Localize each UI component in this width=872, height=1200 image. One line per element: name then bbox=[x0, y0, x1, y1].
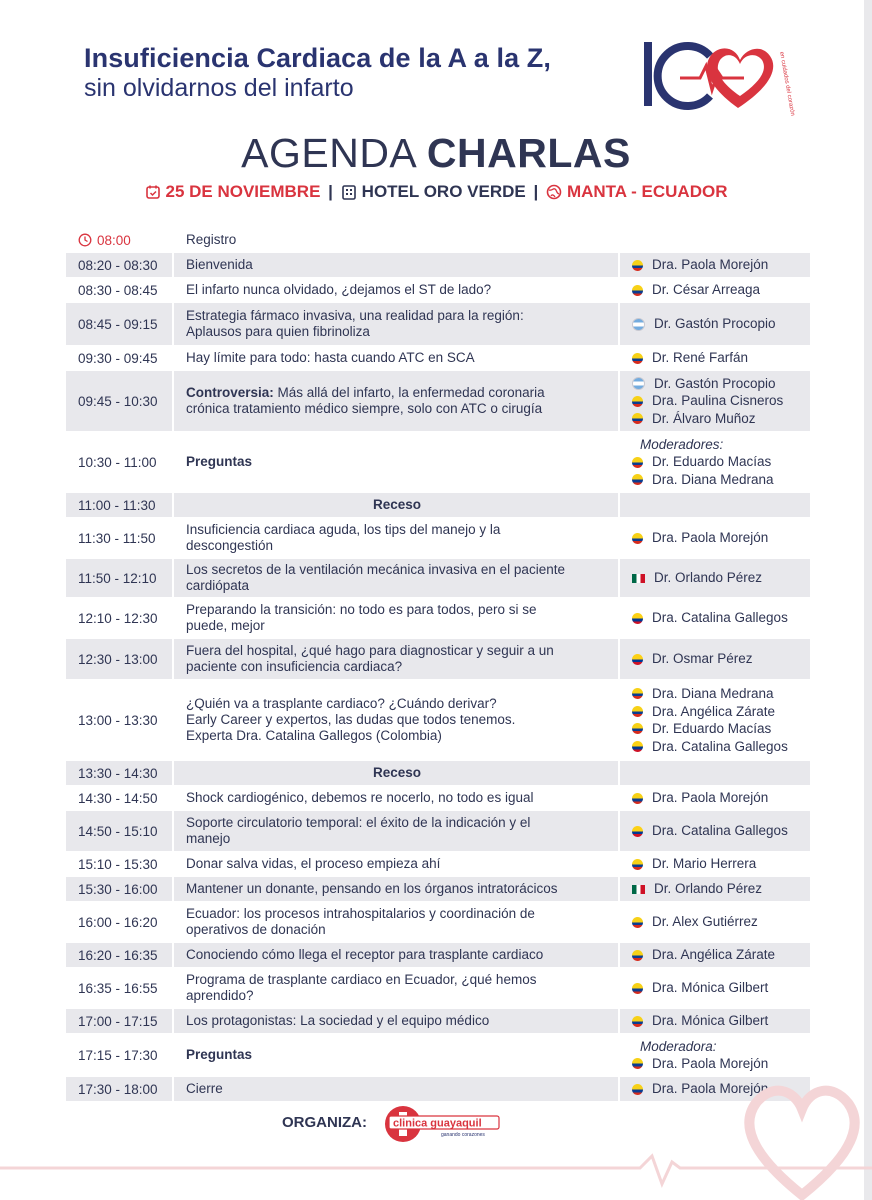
agenda-word: AGENDA bbox=[241, 130, 416, 176]
ecuador-flag-icon bbox=[632, 474, 643, 485]
agenda-row bbox=[66, 852, 810, 877]
session-topic bbox=[174, 303, 620, 345]
session-topic bbox=[174, 371, 620, 431]
speaker bbox=[632, 281, 810, 299]
agenda-row bbox=[66, 559, 810, 598]
session-time bbox=[66, 371, 174, 431]
speaker bbox=[632, 410, 810, 428]
colombia-flag-icon bbox=[632, 826, 643, 837]
topic-line: descongestión bbox=[186, 538, 274, 553]
session-topic bbox=[174, 639, 620, 679]
speaker-name: Dr. Mario Herrera bbox=[652, 856, 757, 872]
time-text: 08:20 - 08:30 bbox=[78, 257, 158, 273]
time-text: 13:30 - 14:30 bbox=[78, 765, 158, 781]
time-text: 08:00 bbox=[97, 232, 131, 248]
topic-line: Mantener un donante, pensando en los órganos intratorácicos bbox=[186, 881, 558, 896]
session-speakers bbox=[620, 902, 810, 942]
session-time bbox=[66, 253, 174, 277]
topic-line: Hay límite para todo: hasta cuando ATC en SCA bbox=[186, 350, 475, 365]
speaker-name: Dr. Eduardo Macías bbox=[652, 721, 772, 736]
topic-line: El infarto nunca olvidado, ¿dejamos el ST de lado? bbox=[186, 282, 492, 297]
topic-line: manejo bbox=[186, 831, 231, 846]
topic-line: Fuera del hospital, ¿qué hago para diagnosticar y seguir a un bbox=[186, 643, 554, 658]
session-topic bbox=[174, 968, 620, 1008]
clock-icon bbox=[78, 233, 92, 247]
event-subtitle: sin olvidarnos del infarto bbox=[84, 74, 354, 102]
session-speakers bbox=[620, 371, 810, 431]
session-speakers bbox=[620, 278, 810, 302]
charlas-word: CHARLAS bbox=[426, 130, 631, 176]
event-details: 25 DE NOVIEMBRE | HOTEL ORO VERDE | MANTA - ECUADOR bbox=[0, 182, 872, 202]
building-icon bbox=[341, 184, 357, 200]
speaker bbox=[632, 315, 810, 333]
session-speakers bbox=[620, 639, 810, 679]
ecuador-flag-icon bbox=[632, 917, 643, 928]
time-text: 09:30 - 09:45 bbox=[78, 350, 158, 366]
speaker bbox=[632, 685, 810, 703]
event-date: 25 DE NOVIEMBRE bbox=[165, 182, 321, 201]
session-topic bbox=[174, 761, 620, 785]
time-text: 15:30 - 16:00 bbox=[78, 881, 158, 897]
speaker-name: Dra. Catalina Gallegos bbox=[652, 823, 788, 839]
organiza-label: ORGANIZA: bbox=[282, 1113, 367, 1131]
globe-icon bbox=[546, 184, 562, 200]
time-text: 17:00 - 17:15 bbox=[78, 1013, 158, 1029]
speaker-name: Dr. Gastón Procopio bbox=[654, 375, 776, 391]
speaker-name: Dra. Diana Medrana bbox=[652, 686, 774, 701]
ecuador-flag-icon bbox=[632, 1084, 643, 1095]
session-topic bbox=[174, 943, 620, 967]
agenda-row bbox=[66, 432, 810, 493]
session-time bbox=[66, 1077, 174, 1101]
speaker-name: Dra. Paola Morejón bbox=[652, 1081, 769, 1097]
time-text: 16:00 - 16:20 bbox=[78, 914, 158, 930]
speaker bbox=[632, 1012, 810, 1030]
speaker-name: Dr. Orlando Pérez bbox=[654, 881, 763, 897]
agenda-row bbox=[66, 253, 810, 278]
ecuador-flag-icon bbox=[632, 457, 643, 468]
topic-line: Los protagonistas: La sociedad y el equipo médico bbox=[186, 1013, 490, 1028]
session-time bbox=[66, 943, 174, 967]
speaker bbox=[632, 375, 810, 393]
session-speakers bbox=[620, 432, 810, 492]
topic-line: Registro bbox=[186, 232, 237, 247]
session-speakers bbox=[620, 786, 810, 810]
session-time bbox=[66, 278, 174, 302]
speaker bbox=[632, 1055, 810, 1073]
speaker-name: Dra. Diana Medrana bbox=[652, 471, 774, 487]
time-text: 10:30 - 11:00 bbox=[78, 454, 157, 470]
topic-line: Aplausos para quien fibrinoliza bbox=[186, 324, 370, 339]
topic-line: Estrategia fármaco invasiva, una realidad para la región: bbox=[186, 308, 524, 323]
session-topic bbox=[174, 346, 620, 370]
agenda-row bbox=[66, 968, 810, 1009]
speaker-name: Dr. Álvaro Muñoz bbox=[652, 410, 756, 426]
speaker-name: Dr. César Arreaga bbox=[652, 282, 761, 298]
argentina-flag-icon bbox=[632, 318, 645, 331]
session-speakers bbox=[620, 346, 810, 370]
session-speakers bbox=[620, 877, 810, 901]
time-text: 11:00 - 11:30 bbox=[78, 497, 156, 513]
topic-line: Donar salva vidas, el proceso empieza ahí bbox=[186, 856, 441, 871]
agenda-row bbox=[66, 877, 810, 902]
topic-line: Conociendo cómo llega el receptor para trasplante cardiaco bbox=[186, 947, 544, 962]
speaker bbox=[632, 979, 810, 997]
clinica-guayaquil-logo bbox=[383, 1098, 503, 1146]
session-topic bbox=[174, 1009, 620, 1033]
time-text: 08:30 - 08:45 bbox=[78, 282, 158, 298]
speaker-name: Dra. Mónica Gilbert bbox=[652, 980, 769, 996]
session-topic bbox=[174, 518, 620, 558]
session-topic bbox=[174, 852, 620, 876]
session-topic bbox=[174, 786, 620, 810]
speaker bbox=[632, 569, 810, 587]
speaker-name: Dra. Mónica Gilbert bbox=[652, 1013, 769, 1029]
topic-line: Cierre bbox=[186, 1081, 223, 1096]
event-city: MANTA - ECUADOR bbox=[566, 182, 728, 201]
ecuador-flag-icon bbox=[632, 706, 643, 717]
ecuador-flag-icon bbox=[632, 396, 643, 407]
topic-line: cardiópata bbox=[186, 578, 250, 593]
session-time bbox=[66, 680, 174, 760]
speaker bbox=[632, 392, 810, 410]
event-title: Insuficiencia Cardiaca de la A a la Z, bbox=[84, 43, 551, 73]
session-speakers bbox=[620, 303, 810, 345]
session-speakers bbox=[620, 253, 810, 277]
session-time bbox=[66, 518, 174, 558]
speaker-name: Dra. Paulina Cisneros bbox=[652, 393, 784, 409]
session-time bbox=[66, 1034, 174, 1076]
speaker bbox=[632, 529, 810, 547]
agenda-row bbox=[66, 680, 810, 761]
mexico-flag-icon bbox=[632, 885, 645, 894]
session-speakers bbox=[620, 761, 810, 785]
agenda-row bbox=[66, 1009, 810, 1034]
topic-line: operativos de donación bbox=[186, 922, 326, 937]
time-text: 11:30 - 11:50 bbox=[78, 530, 156, 546]
event-venue: HOTEL ORO VERDE bbox=[361, 182, 526, 201]
agenda-row bbox=[66, 943, 810, 968]
ecuador-flag-icon bbox=[632, 533, 643, 544]
footer bbox=[282, 1098, 503, 1146]
event-header bbox=[84, 42, 644, 102]
topic-line: Experta Dra. Catalina Gallegos (Colombia) bbox=[186, 728, 442, 743]
session-topic bbox=[174, 680, 620, 760]
speaker-name: Dra. Angélica Zárate bbox=[652, 947, 776, 963]
session-topic bbox=[174, 253, 620, 277]
time-text: 11:50 - 12:10 bbox=[78, 570, 157, 586]
session-speakers bbox=[620, 1009, 810, 1033]
session-topic bbox=[174, 559, 620, 597]
topic-line: Ecuador: los procesos intrahospitalarios y coordinación de bbox=[186, 906, 535, 921]
topic-line: puede, mejor bbox=[186, 618, 265, 633]
topic-line: Insuficiencia cardiaca aguda, los tips del manejo y la bbox=[186, 522, 501, 537]
speaker-name: Dr. Osmar Pérez bbox=[652, 651, 753, 667]
agenda-title bbox=[0, 130, 872, 177]
session-topic bbox=[174, 598, 620, 638]
session-speakers bbox=[620, 598, 810, 638]
speaker bbox=[632, 913, 810, 931]
agenda-row bbox=[66, 902, 810, 943]
topic-lead: Controversia: bbox=[186, 385, 274, 400]
speaker bbox=[632, 822, 810, 840]
speaker-name: Dr. René Farfán bbox=[652, 350, 749, 366]
session-time bbox=[66, 493, 174, 517]
speaker bbox=[632, 946, 810, 964]
session-speakers bbox=[620, 559, 810, 597]
ecuador-flag-icon bbox=[632, 285, 643, 296]
session-topic bbox=[174, 432, 620, 492]
topic-line: paciente con insuficiencia cardiaca? bbox=[186, 659, 403, 674]
speaker-name: Dr. Eduardo Macías bbox=[652, 454, 772, 470]
speaker bbox=[632, 349, 810, 367]
agenda-row bbox=[66, 346, 810, 371]
ecuador-flag-icon bbox=[632, 1058, 643, 1069]
heart-decoration bbox=[732, 1075, 872, 1200]
agenda-row bbox=[66, 493, 810, 518]
agenda-row bbox=[66, 228, 810, 253]
speaker-name: Dra. Catalina Gallegos bbox=[652, 738, 788, 754]
speaker bbox=[632, 880, 810, 898]
session-topic bbox=[174, 493, 620, 517]
topic-line: Soporte circulatorio temporal: el éxito de la indicación y el bbox=[186, 815, 531, 830]
ecuador-flag-icon bbox=[632, 413, 643, 424]
speaker bbox=[632, 855, 810, 873]
ecuador-flag-icon bbox=[632, 1016, 643, 1027]
ic-logo bbox=[640, 38, 796, 117]
session-speakers bbox=[620, 228, 810, 252]
topic-line: Preguntas bbox=[186, 454, 253, 469]
svg-text:en cuidados del corazón: en cuidados del corazón bbox=[778, 51, 796, 117]
speaker bbox=[632, 789, 810, 807]
speaker bbox=[632, 256, 810, 274]
speaker bbox=[632, 720, 810, 738]
speaker-name: Dra. Paola Morejón bbox=[652, 1056, 769, 1071]
topic-line: Preguntas bbox=[186, 1047, 253, 1062]
agenda-row bbox=[66, 303, 810, 346]
session-topic bbox=[174, 228, 620, 252]
calendar-icon bbox=[145, 184, 161, 200]
session-topic bbox=[174, 811, 620, 851]
time-text: 12:10 - 12:30 bbox=[78, 610, 158, 626]
agenda-row bbox=[66, 1034, 810, 1077]
topic-line: Bienvenida bbox=[186, 257, 253, 272]
session-time bbox=[66, 902, 174, 942]
topic-line: Early Career y expertos, las dudas que todos tenemos. bbox=[186, 712, 516, 727]
session-time bbox=[66, 303, 174, 345]
session-time bbox=[66, 968, 174, 1008]
speaker-name: Dra. Catalina Gallegos bbox=[652, 610, 788, 626]
agenda-row bbox=[66, 598, 810, 639]
ecuador-flag-icon bbox=[632, 260, 643, 271]
session-time bbox=[66, 432, 174, 492]
session-topic bbox=[174, 877, 620, 901]
agenda-row bbox=[66, 371, 810, 432]
topic-line: Preparando la transición: no todo es para todos, pero si se bbox=[186, 602, 537, 617]
argentina-flag-icon bbox=[632, 377, 645, 390]
mexico-flag-icon bbox=[632, 574, 645, 583]
agenda-row bbox=[66, 786, 810, 811]
time-text: 09:45 - 10:30 bbox=[78, 393, 158, 409]
session-time bbox=[66, 852, 174, 876]
speaker bbox=[632, 471, 810, 489]
agenda-row bbox=[66, 639, 810, 680]
time-text: 08:45 - 09:15 bbox=[78, 316, 158, 332]
session-time bbox=[66, 1009, 174, 1033]
speaker bbox=[632, 650, 810, 668]
session-speakers bbox=[620, 680, 810, 760]
time-text: 13:00 - 13:30 bbox=[78, 712, 158, 728]
speaker bbox=[632, 453, 810, 471]
session-topic bbox=[174, 278, 620, 302]
session-time bbox=[66, 598, 174, 638]
topic-line: ¿Quién va a trasplante cardiaco? ¿Cuándo derivar? bbox=[186, 696, 497, 711]
agenda-row bbox=[66, 518, 810, 559]
topic-line: Los secretos de la ventilación mecánica invasiva en el paciente bbox=[186, 562, 565, 577]
topic-line: Receso bbox=[372, 497, 422, 512]
colombia-flag-icon bbox=[632, 654, 643, 665]
speaker bbox=[632, 703, 810, 721]
time-text: 17:15 - 17:30 bbox=[78, 1047, 158, 1063]
session-speakers bbox=[620, 943, 810, 967]
colombia-flag-icon bbox=[632, 741, 643, 752]
topic-line: crónica tratamiento médico siempre, solo con ATC o cirugía bbox=[186, 401, 543, 416]
time-text: 16:35 - 16:55 bbox=[78, 980, 158, 996]
speaker-name: Dra. Paola Morejón bbox=[652, 257, 769, 273]
session-speakers bbox=[620, 1034, 810, 1076]
topic-line: aprendido? bbox=[186, 988, 254, 1003]
ecuador-flag-icon bbox=[632, 950, 643, 961]
speaker-name: Dra. Paola Morejón bbox=[652, 530, 769, 546]
topic-line: Más allá del infarto, la enfermedad coronaria bbox=[273, 385, 545, 400]
session-time bbox=[66, 346, 174, 370]
time-text: 15:10 - 15:30 bbox=[78, 856, 158, 872]
speaker-name: Dr. Orlando Pérez bbox=[654, 570, 763, 586]
colombia-flag-icon bbox=[632, 613, 643, 624]
time-text: 12:30 - 13:00 bbox=[78, 651, 158, 667]
session-time bbox=[66, 877, 174, 901]
agenda-row bbox=[66, 278, 810, 303]
ecuador-flag-icon bbox=[632, 859, 643, 870]
svg-text:ganando corazones: ganando corazones bbox=[441, 1132, 485, 1138]
ecuador-flag-icon bbox=[632, 793, 643, 804]
ecuador-flag-icon bbox=[632, 983, 643, 994]
speaker-name: Dr. Alex Gutiérrez bbox=[652, 914, 758, 930]
speaker-name: Dra. Paola Morejón bbox=[652, 790, 769, 806]
session-speakers bbox=[620, 518, 810, 558]
session-speakers bbox=[620, 968, 810, 1008]
session-time bbox=[66, 228, 174, 252]
topic-line: Programa de trasplante cardiaco en Ecuador, ¿qué hemos bbox=[186, 972, 537, 987]
svg-text:clinica guayaquil: clinica guayaquil bbox=[393, 1117, 482, 1130]
speaker bbox=[632, 738, 810, 756]
time-text: 14:30 - 14:50 bbox=[78, 790, 158, 806]
session-time bbox=[66, 639, 174, 679]
topic-line: Shock cardiogénico, debemos re nocerlo, no todo es igual bbox=[186, 790, 534, 805]
session-speakers bbox=[620, 811, 810, 851]
moderator-label: Moderadora: bbox=[640, 1038, 717, 1054]
page-edge bbox=[864, 0, 872, 1200]
session-topic bbox=[174, 902, 620, 942]
session-speakers bbox=[620, 493, 810, 517]
topic-line: Receso bbox=[372, 765, 422, 780]
speaker-name: Dra. Angélica Zárate bbox=[652, 703, 776, 719]
speaker bbox=[632, 609, 810, 627]
agenda-row bbox=[66, 761, 810, 786]
agenda-row bbox=[66, 811, 810, 852]
speaker-name: Dr. Gastón Procopio bbox=[654, 316, 776, 332]
session-speakers bbox=[620, 852, 810, 876]
moderator-label: Moderadores: bbox=[640, 436, 724, 452]
ecuador-flag-icon bbox=[632, 723, 643, 734]
session-time bbox=[66, 811, 174, 851]
time-text: 16:20 - 16:35 bbox=[78, 947, 158, 963]
ecuador-flag-icon bbox=[632, 688, 643, 699]
session-time bbox=[66, 786, 174, 810]
session-topic bbox=[174, 1034, 620, 1076]
ecuador-flag-icon bbox=[632, 353, 643, 364]
time-text: 17:30 - 18:00 bbox=[78, 1081, 158, 1097]
agenda-table bbox=[66, 228, 810, 1102]
session-time bbox=[66, 559, 174, 597]
session-time bbox=[66, 761, 174, 785]
time-text: 14:50 - 15:10 bbox=[78, 823, 158, 839]
